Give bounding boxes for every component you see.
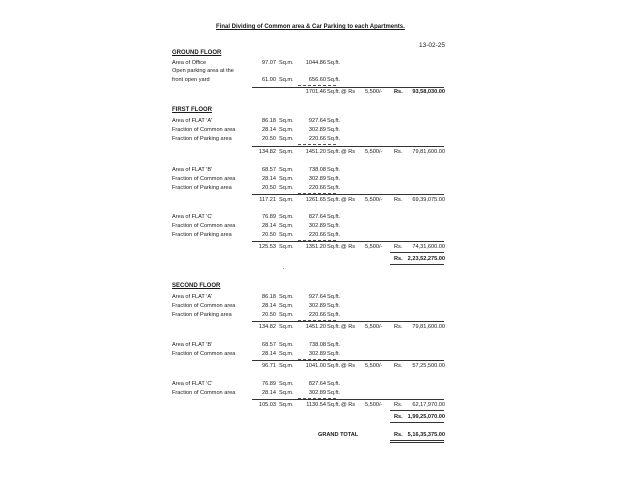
first-b-row-3 <box>0 184 640 192</box>
sqm-value: 86.18 <box>262 294 276 300</box>
sqm-value: 28.14 <box>262 303 276 309</box>
second-a-row-3 <box>0 311 640 319</box>
row-label: Open parking area at the <box>172 68 234 74</box>
first-floor-heading: FIRST FLOOR <box>172 107 212 113</box>
rate-value: 5,500/- <box>365 402 383 408</box>
sqm-value: 20.50 <box>262 136 276 142</box>
sqm-unit: Sq.m. <box>279 402 294 408</box>
currency-label: Rs. <box>394 432 403 438</box>
ground-total-row <box>0 88 640 96</box>
row-label: Area of FLAT 'C' <box>172 214 213 220</box>
rate-value: 5,500/- <box>365 149 383 155</box>
row-label: front open yard <box>172 77 210 83</box>
rule-line <box>390 252 444 253</box>
second-c-row-2 <box>0 389 640 397</box>
sqft-unit: Sq.ft. <box>327 127 341 133</box>
sqm-unit: Sq.m. <box>279 176 294 182</box>
sqm-value: 134.82 <box>258 149 276 155</box>
currency-label: Rs. <box>394 197 403 203</box>
scan-speck <box>283 268 284 269</box>
sqm-unit: Sq.m. <box>279 312 294 318</box>
rule-line <box>252 146 444 147</box>
sqm-value: 134.82 <box>258 324 276 330</box>
sqm-unit: Sq.m. <box>279 127 294 133</box>
row-label: Fraction of Common area <box>172 390 236 396</box>
sqft-value: 220.66 <box>308 232 326 238</box>
sqm-unit: Sq.m. <box>279 294 294 300</box>
sqft-value: 827.64 <box>308 381 326 387</box>
sqm-value: 97.07 <box>262 60 276 66</box>
sqm-unit: Sq.m. <box>279 214 294 220</box>
row-label: Fraction of Parking area <box>172 312 232 318</box>
second-a-row-2 <box>0 302 640 310</box>
row-label: Area of Office <box>172 60 207 66</box>
document-title: Final Dividing of Common area & Car Parking to each Apartments. <box>216 24 405 30</box>
sqft-unit: Sq.ft. <box>327 149 341 155</box>
row-label: Area of FLAT 'A' <box>172 294 213 300</box>
amount-value: 69,39,075.00 <box>412 197 445 203</box>
amount-value: 79,81,600.00 <box>412 324 445 330</box>
at-rate-label: @ Rs <box>341 244 356 250</box>
at-rate-label: @ Rs <box>341 324 356 330</box>
second-a-total-row <box>0 323 640 331</box>
sqft-unit: Sq.ft. <box>327 312 341 318</box>
sqft-unit: Sq.ft. <box>327 342 341 348</box>
sqft-unit: Sq.ft. <box>327 363 341 369</box>
sqm-unit: Sq.m. <box>279 381 294 387</box>
sqm-value: 125.53 <box>258 244 276 250</box>
currency-label: Rs. <box>394 244 403 250</box>
row-label: Fraction of Common area <box>172 303 236 309</box>
first-b-row-1 <box>0 166 640 174</box>
sqm-unit: Sq.m. <box>279 244 294 250</box>
sqm-value: 76.89 <box>262 214 276 220</box>
amount-value: 74,31,600.00 <box>412 244 445 250</box>
sqft-unit: Sq.ft. <box>327 351 341 357</box>
sqm-unit: Sq.m. <box>279 185 294 191</box>
sqft-unit: Sq.ft. <box>327 89 341 95</box>
sqft-value: 220.66 <box>308 185 326 191</box>
sqft-unit: Sq.ft. <box>327 390 341 396</box>
grand-total-amount: 5,16,35,375.00 <box>407 432 445 438</box>
first-c-row-1 <box>0 213 640 221</box>
sqm-unit: Sq.m. <box>279 303 294 309</box>
sqft-unit: Sq.ft. <box>327 402 341 408</box>
sqm-unit: Sq.m. <box>279 136 294 142</box>
amount-value: 93,58,030.00 <box>412 89 445 95</box>
row-label: Area of FLAT 'C' <box>172 381 213 387</box>
rule-line <box>390 440 444 441</box>
sqm-value: 68.57 <box>262 342 276 348</box>
row-label: Area of FLAT 'B' <box>172 167 213 173</box>
sqft-unit: Sq.ft. <box>327 176 341 182</box>
first-c-total-row <box>0 243 640 251</box>
sqft-unit: Sq.ft. <box>327 77 341 83</box>
first-c-row-3 <box>0 231 640 239</box>
sqft-value: 302.89 <box>308 390 326 396</box>
sqm-value: 28.14 <box>262 176 276 182</box>
row-label: Fraction of Common area <box>172 127 236 133</box>
first-a-row-3 <box>0 135 640 143</box>
sqft-value: 1451.20 <box>305 324 326 330</box>
second-a-row-1 <box>0 293 640 301</box>
rate-value: 5,500/- <box>365 89 383 95</box>
sqm-unit: Sq.m. <box>279 77 294 83</box>
currency-label: Rs. <box>394 363 403 369</box>
second-c-total-row <box>0 401 640 409</box>
sqm-value: 61.00 <box>262 77 276 83</box>
sqm-unit: Sq.m. <box>279 342 294 348</box>
grand-total-label: GRAND TOTAL <box>318 432 359 438</box>
second-b-row-1 <box>0 341 640 349</box>
row-label: Area of FLAT 'A' <box>172 118 213 124</box>
first-a-total-row <box>0 148 640 156</box>
sqft-unit: Sq.ft. <box>327 136 341 142</box>
row-label: Area of FLAT 'B' <box>172 342 213 348</box>
sqm-value: 76.89 <box>262 381 276 387</box>
at-rate-label: @ Rs <box>341 149 356 155</box>
sqft-unit: Sq.ft. <box>327 232 341 238</box>
at-rate-label: @ Rs <box>341 363 356 369</box>
second-b-row-2 <box>0 350 640 358</box>
sqft-unit: Sq.ft. <box>327 303 341 309</box>
sqm-unit: Sq.m. <box>279 149 294 155</box>
rule-line <box>252 241 444 242</box>
rule-line <box>390 410 444 411</box>
sqm-value: 20.50 <box>262 185 276 191</box>
sqft-unit: Sq.ft. <box>327 294 341 300</box>
sqft-value: 1451.20 <box>305 149 326 155</box>
sqm-unit: Sq.m. <box>279 197 294 203</box>
sqft-value: 1041.00 <box>305 363 326 369</box>
dashed-rule <box>298 144 336 145</box>
sqft-value: 302.89 <box>308 223 326 229</box>
first-a-row-2 <box>0 126 640 134</box>
first-a-row-1 <box>0 117 640 125</box>
dashed-rule <box>298 85 336 86</box>
rate-value: 5,500/- <box>365 324 383 330</box>
currency-label: Rs. <box>394 324 403 330</box>
sqm-value: 68.57 <box>262 167 276 173</box>
rule-line <box>390 264 444 265</box>
at-rate-label: @ Rs <box>341 402 356 408</box>
sqft-value: 1351.20 <box>305 244 326 250</box>
row-label: Fraction of Common area <box>172 176 236 182</box>
sqft-unit: Sq.ft. <box>327 214 341 220</box>
row-label: Fraction of Common area <box>172 223 236 229</box>
amount-value: 57,25,500.00 <box>412 363 445 369</box>
sqft-value: 738.08 <box>308 342 326 348</box>
first-b-total-row <box>0 196 640 204</box>
row-label: Fraction of Parking area <box>172 136 232 142</box>
row-label: Fraction of Parking area <box>172 232 232 238</box>
second-b-total-row <box>0 362 640 370</box>
rule-line <box>252 399 444 400</box>
sqft-unit: Sq.ft. <box>327 197 341 203</box>
sqft-value: 302.89 <box>308 303 326 309</box>
currency-label: Rs. <box>394 414 403 420</box>
sqft-value: 738.08 <box>308 167 326 173</box>
currency-label: Rs. <box>394 402 403 408</box>
rate-value: 5,500/- <box>365 197 383 203</box>
sqft-unit: Sq.ft. <box>327 381 341 387</box>
currency-label: Rs. <box>394 89 403 95</box>
amount-value: 1,99,25,070.00 <box>407 414 445 420</box>
sqm-unit: Sq.m. <box>279 351 294 357</box>
sqm-value: 20.50 <box>262 312 276 318</box>
rule-line <box>252 360 444 361</box>
sqft-value: 1701.46 <box>305 89 326 95</box>
sqm-unit: Sq.m. <box>279 390 294 396</box>
ground-parking-label-row <box>0 67 640 75</box>
sqft-value: 827.64 <box>308 214 326 220</box>
second-floor-heading: SECOND FLOOR <box>172 283 221 289</box>
ground-parking-row <box>0 76 640 84</box>
ground-office-row <box>0 59 640 67</box>
currency-label: Rs. <box>394 256 403 262</box>
sqft-value: 220.66 <box>308 312 326 318</box>
amount-value: 62,17,970.00 <box>412 402 445 408</box>
sqm-unit: Sq.m. <box>279 60 294 66</box>
sqft-unit: Sq.ft. <box>327 324 341 330</box>
sqft-value: 302.89 <box>308 176 326 182</box>
at-rate-label: @ Rs <box>341 197 356 203</box>
document-date: 13-02-25 <box>419 42 446 49</box>
sqft-unit: Sq.ft. <box>327 223 341 229</box>
grand-total-row <box>0 431 640 439</box>
sqm-value: 28.14 <box>262 127 276 133</box>
rate-value: 5,500/- <box>365 244 383 250</box>
sqft-value: 927.64 <box>308 294 326 300</box>
sqm-value: 96.71 <box>262 363 276 369</box>
rule-line <box>390 442 444 443</box>
sqft-value: 302.89 <box>308 351 326 357</box>
amount-value: 2,23,52,275.00 <box>407 256 445 262</box>
sqm-unit: Sq.m. <box>279 363 294 369</box>
sqm-value: 117.21 <box>259 197 276 203</box>
sqm-unit: Sq.m. <box>279 167 294 173</box>
sqft-unit: Sq.ft. <box>327 118 341 124</box>
sqm-unit: Sq.m. <box>279 118 294 124</box>
first-c-row-2 <box>0 222 640 230</box>
second-c-row-1 <box>0 380 640 388</box>
sqm-value: 28.14 <box>262 223 276 229</box>
second-floor-total-row <box>0 413 640 421</box>
at-rate-label: @ Rs <box>341 89 356 95</box>
sqft-value: 656.60 <box>308 77 326 83</box>
ground-floor-heading: GROUND FLOOR <box>172 50 222 56</box>
sqm-unit: Sq.m. <box>279 232 294 238</box>
first-floor-total-row <box>0 255 640 263</box>
sqft-unit: Sq.ft. <box>327 244 341 250</box>
first-b-row-2 <box>0 175 640 183</box>
sqft-value: 927.64 <box>308 118 326 124</box>
sqm-value: 20.50 <box>262 232 276 238</box>
sqft-unit: Sq.ft. <box>327 185 341 191</box>
sqft-value: 1261.65 <box>305 197 326 203</box>
currency-label: Rs. <box>394 149 403 155</box>
row-label: Fraction of Common area <box>172 351 236 357</box>
sqm-value: 28.14 <box>262 390 276 396</box>
rule-line <box>390 422 444 423</box>
sqft-value: 1044.86 <box>305 60 326 66</box>
amount-value: 79,81,600.00 <box>412 149 445 155</box>
sqm-unit: Sq.m. <box>279 223 294 229</box>
sqm-value: 28.14 <box>262 351 276 357</box>
rule-line <box>252 321 444 322</box>
sqft-unit: Sq.ft. <box>327 167 341 173</box>
sqft-value: 1130.54 <box>306 402 326 408</box>
rule-line <box>252 194 444 195</box>
sqft-value: 302.89 <box>308 127 326 133</box>
sqft-value: 220.66 <box>308 136 326 142</box>
row-label: Fraction of Parking area <box>172 185 232 191</box>
sqm-value: 105.03 <box>258 402 276 408</box>
sqm-value: 86.18 <box>262 118 276 124</box>
sqft-unit: Sq.ft. <box>327 60 341 66</box>
rate-value: 5,500/- <box>365 363 383 369</box>
sqm-unit: Sq.m. <box>279 324 294 330</box>
